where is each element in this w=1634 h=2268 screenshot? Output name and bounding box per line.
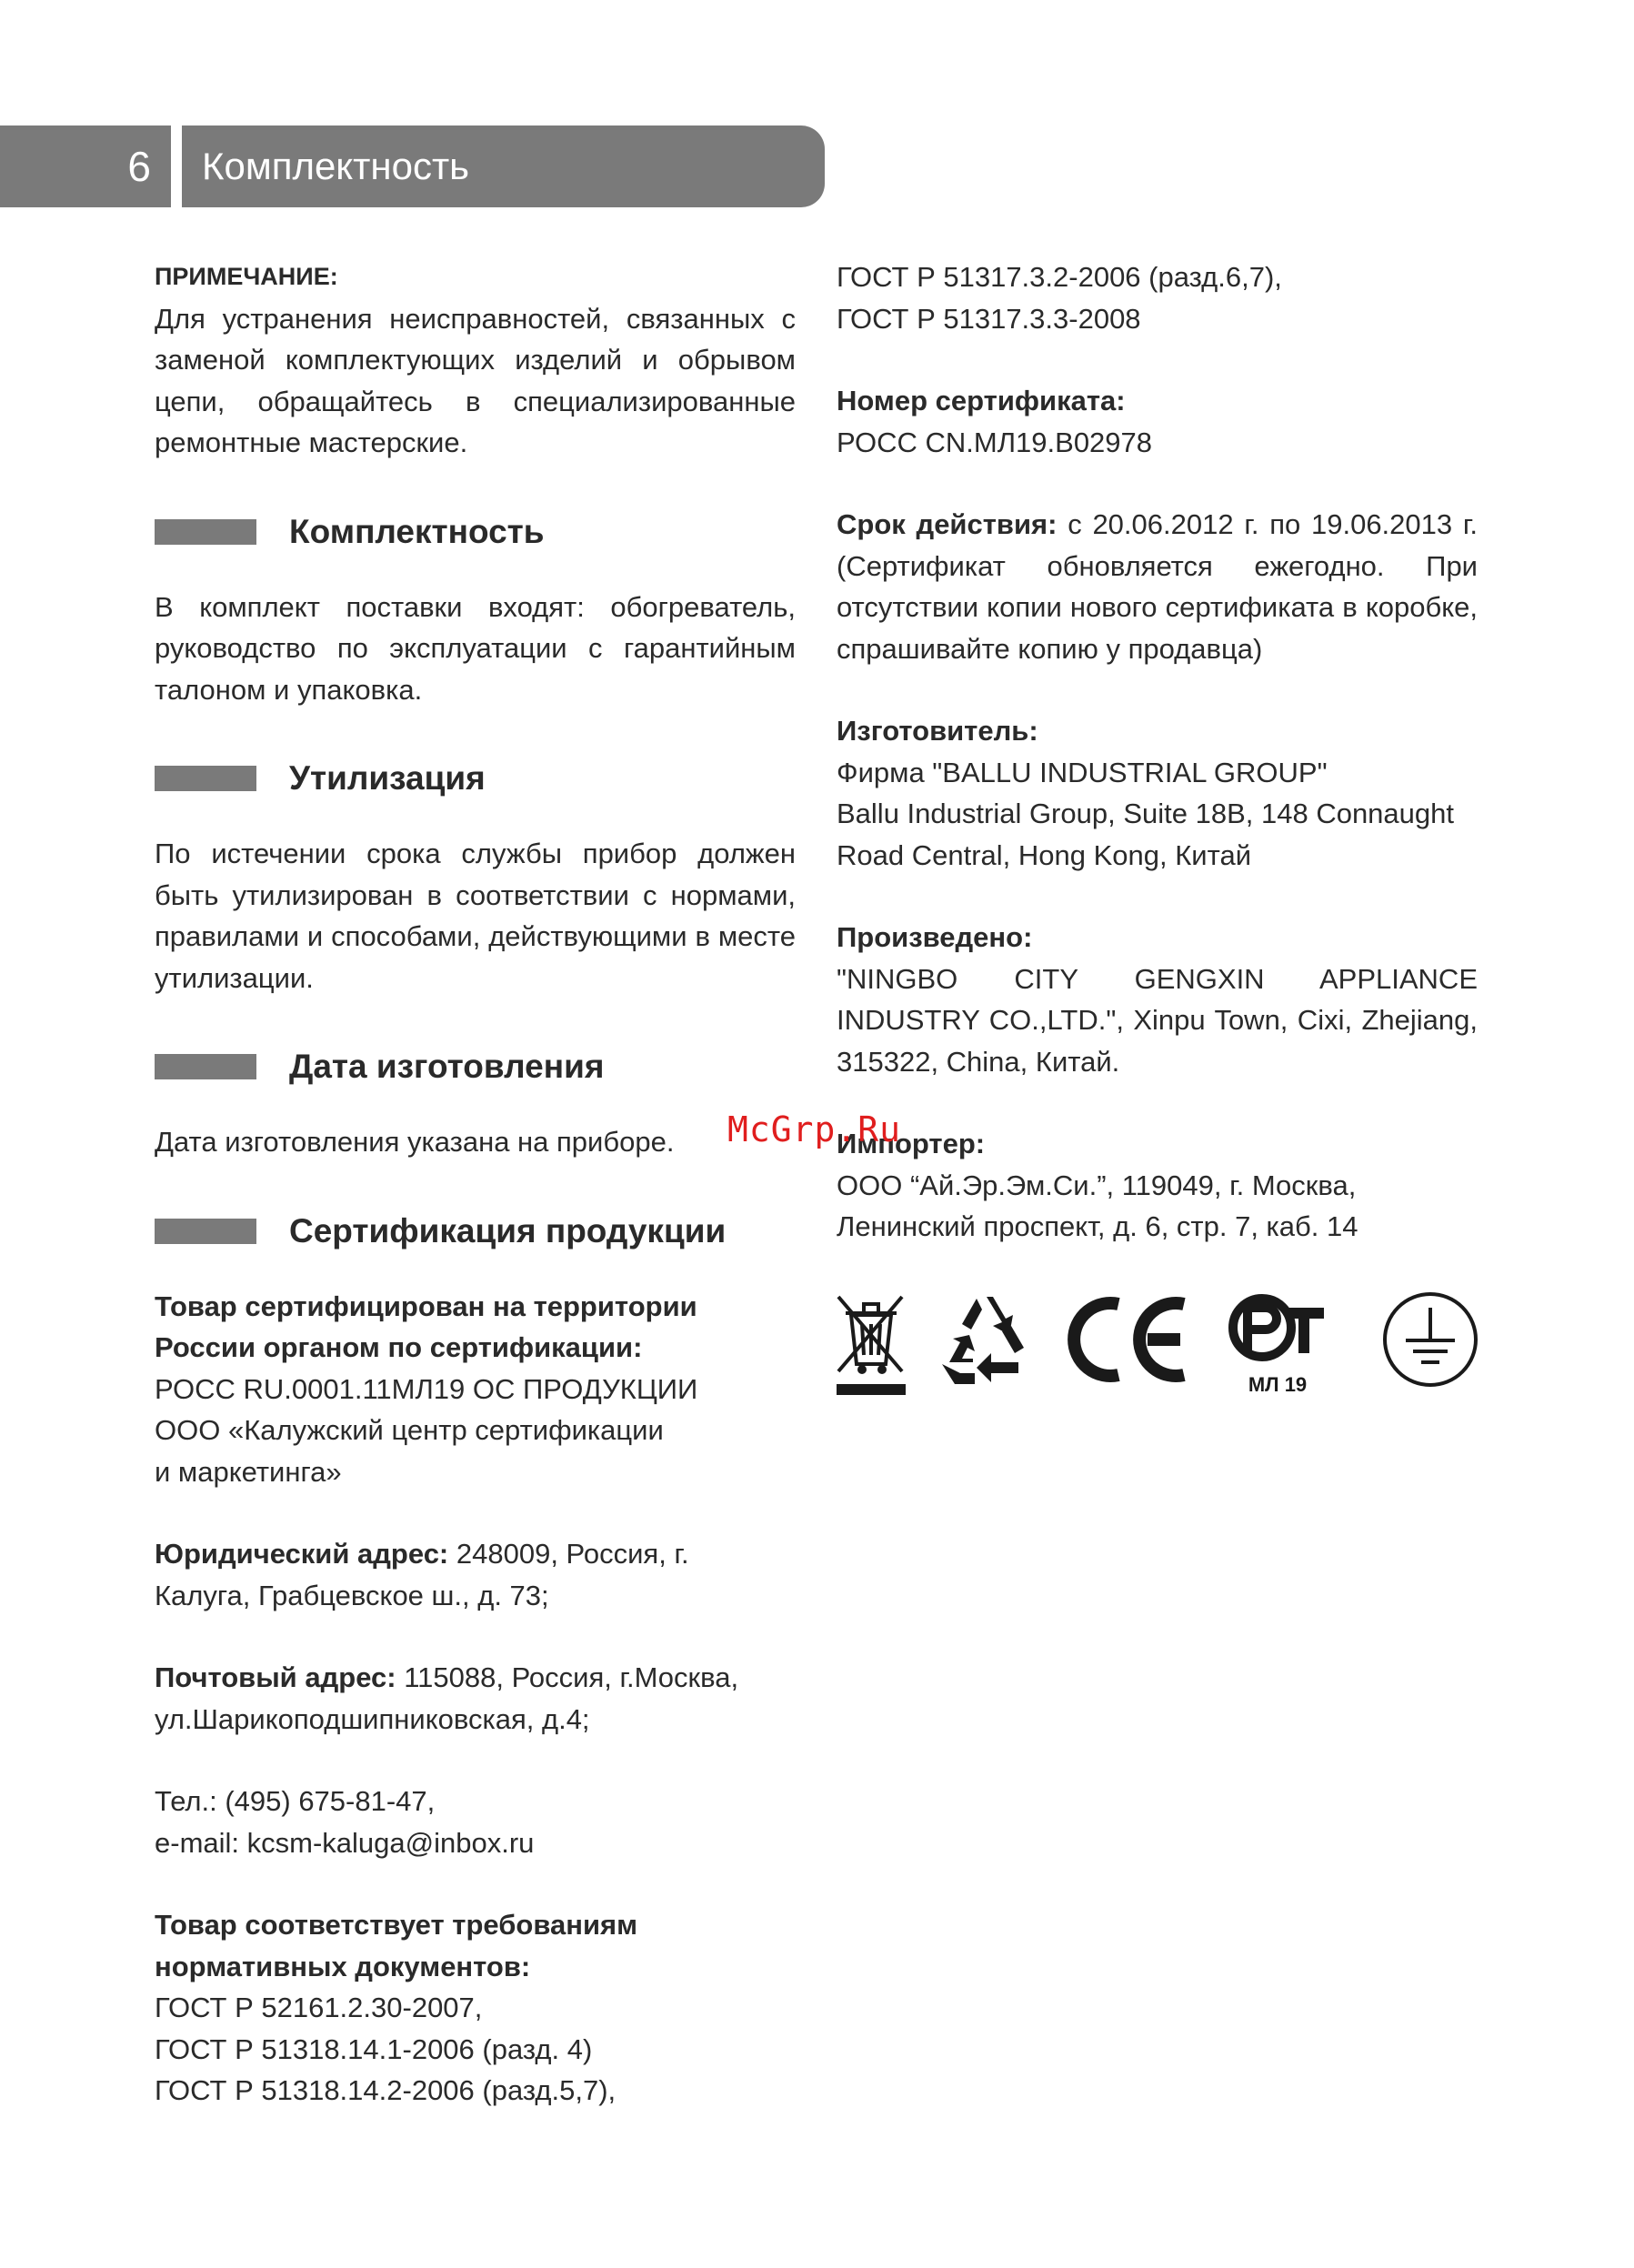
section-heading-kit [155,505,796,559]
legal-address-label: Юридический адрес: [155,1538,449,1570]
certification-icons [835,1290,1480,1399]
norm-item: ГОСТ Р 51318.14.2-2006 (разд.5,7), [155,2074,617,2106]
page-header [0,125,825,207]
maker-label: Изготовитель: [837,715,1038,747]
importer-label: Импортер: [837,1128,986,1159]
cert-body-block [155,1286,796,1493]
section-marker [155,1219,256,1244]
maker-line: Ballu Industrial Group, Suite 18B, 148 Connaught [837,798,1455,829]
norm-item: ГОСТ Р 52161.2.30-2007, [155,1992,483,2023]
norms-block [155,1904,796,2112]
email-text: e-mail: kcsm-kaluga@inbox.ru [155,1826,535,1859]
norm-item: ГОСТ Р 51318.14.1-2006 (разд. 4) [155,2032,593,2065]
legal-address-block [155,1533,796,1616]
cert-body-line: ООО «Калужский центр сертификации [155,1414,664,1446]
contact-block [155,1781,796,1863]
watermark: McGrp.Ru [727,1109,902,1149]
section-title: Сертификация продукции [289,1211,727,1249]
section-heading-date [155,1039,796,1094]
disposal-text: По истечении срока службы прибор должен быть утилизирован в соответствии с нормами, правилами и способами, действующими в месте утилизации. [155,838,796,994]
norms-continued [837,256,1478,339]
validity-label: Срок действия: [837,508,1058,540]
page-number: 6 [0,125,171,207]
section-marker [155,766,256,791]
validity-block [837,504,1478,669]
produced-label: Произведено: [837,921,1033,953]
validity-value: с 20.06.2012 г. по 19.06.2013 г. [1068,508,1479,540]
importer-block [837,1123,1478,1248]
date-text: Дата изготовления указана на приборе. [155,1126,675,1158]
ground-icon [1380,1290,1480,1390]
cert-body-line: РОСС RU.0001.11МЛ19 ОС ПРОДУКЦИИ [155,1372,698,1405]
postal-address-label: Почтовый адрес: [155,1661,396,1693]
left-column [155,256,796,2112]
section-title: Утилизация [289,759,486,798]
postal-address-value: 115088, Россия, г.Москва, [404,1661,739,1693]
crossed-bin-icon [835,1290,907,1399]
maker-block [837,710,1478,876]
importer-line: ООО “Ай.Эр.Эм.Си.”, 119049, г. Москва, [837,1169,1357,1201]
page-title: Комплектность [182,125,825,207]
phone-text: Тел.: (495) 675-81-47, [155,1785,436,1817]
cert-body-label: России органом по сертификации: [155,1331,643,1363]
ce-mark-icon [1062,1290,1198,1390]
right-column [837,256,1478,1248]
importer-line: Ленинский проспект, д. 6, стр. 7, каб. 14 [837,1210,1358,1242]
section-marker [155,1054,256,1079]
cert-number-label: Номер сертификата: [837,385,1126,416]
cert-body-label: Товар сертифицирован на территории [155,1290,697,1322]
section-heading-disposal [155,751,796,806]
section-marker [155,519,256,545]
postal-address-block [155,1657,796,1740]
cert-number-value: РОСС CN.МЛ19.В02978 [837,426,1153,458]
note-text: Для устранения неисправностей, связанных с заменой комплектующих изделий и обрывом цепи, обращайтесь в специализированные ремонтные мастерские. [155,302,796,458]
produced-block [837,917,1478,1082]
section-title: Дата изготовления [289,1048,605,1086]
cert-body-line: и маркетинга» [155,1455,342,1488]
norms-label: Товар соответствует требованиям [155,1909,638,1941]
validity-note: (Сертификат обновляется ежегодно. При отсутствии копии нового сертификата в коробке, спрашивайте копию у продавца) [837,549,1478,665]
postal-address-value: ул.Шарикоподшипниковская, д.4; [155,1702,590,1735]
kit-text: В комплект поставки входят: обогреватель, руководство по эксплуатации с гарантийным талоном и упаковка. [155,590,796,706]
norms-label: нормативных документов: [155,1950,531,1982]
legal-address-value: Калуга, Грабцевское ш., д. 73; [155,1579,549,1611]
norm-item: ГОСТ Р 51317.3.3-2008 [837,302,1141,335]
norm-item: ГОСТ Р 51317.3.2-2006 (разд.6,7), [837,261,1282,293]
section-heading-cert [155,1204,796,1259]
produced-value: "NINGBO CITY GENGXIN APPLIANCE INDUSTRY CO.,LTD.", Xinpu Town, Cixi, Zhejiang, 315322, China, Китай. [837,962,1478,1078]
note-label: ПРИМЕЧАНИЕ: [155,263,338,290]
section-title: Комплектность [289,512,545,550]
pct-label: МЛ 19 [1248,1373,1308,1396]
maker-line: Фирма "BALLU INDUSTRIAL GROUP" [837,756,1328,788]
recycle-icon [937,1290,1037,1390]
maker-line: Road Central, Hong Kong, Китай [837,838,1252,871]
cert-number-block [837,380,1478,463]
pct-mark-icon [1228,1290,1328,1399]
legal-address-value: 248009, Россия, г. [456,1538,689,1570]
note-block [155,256,796,464]
